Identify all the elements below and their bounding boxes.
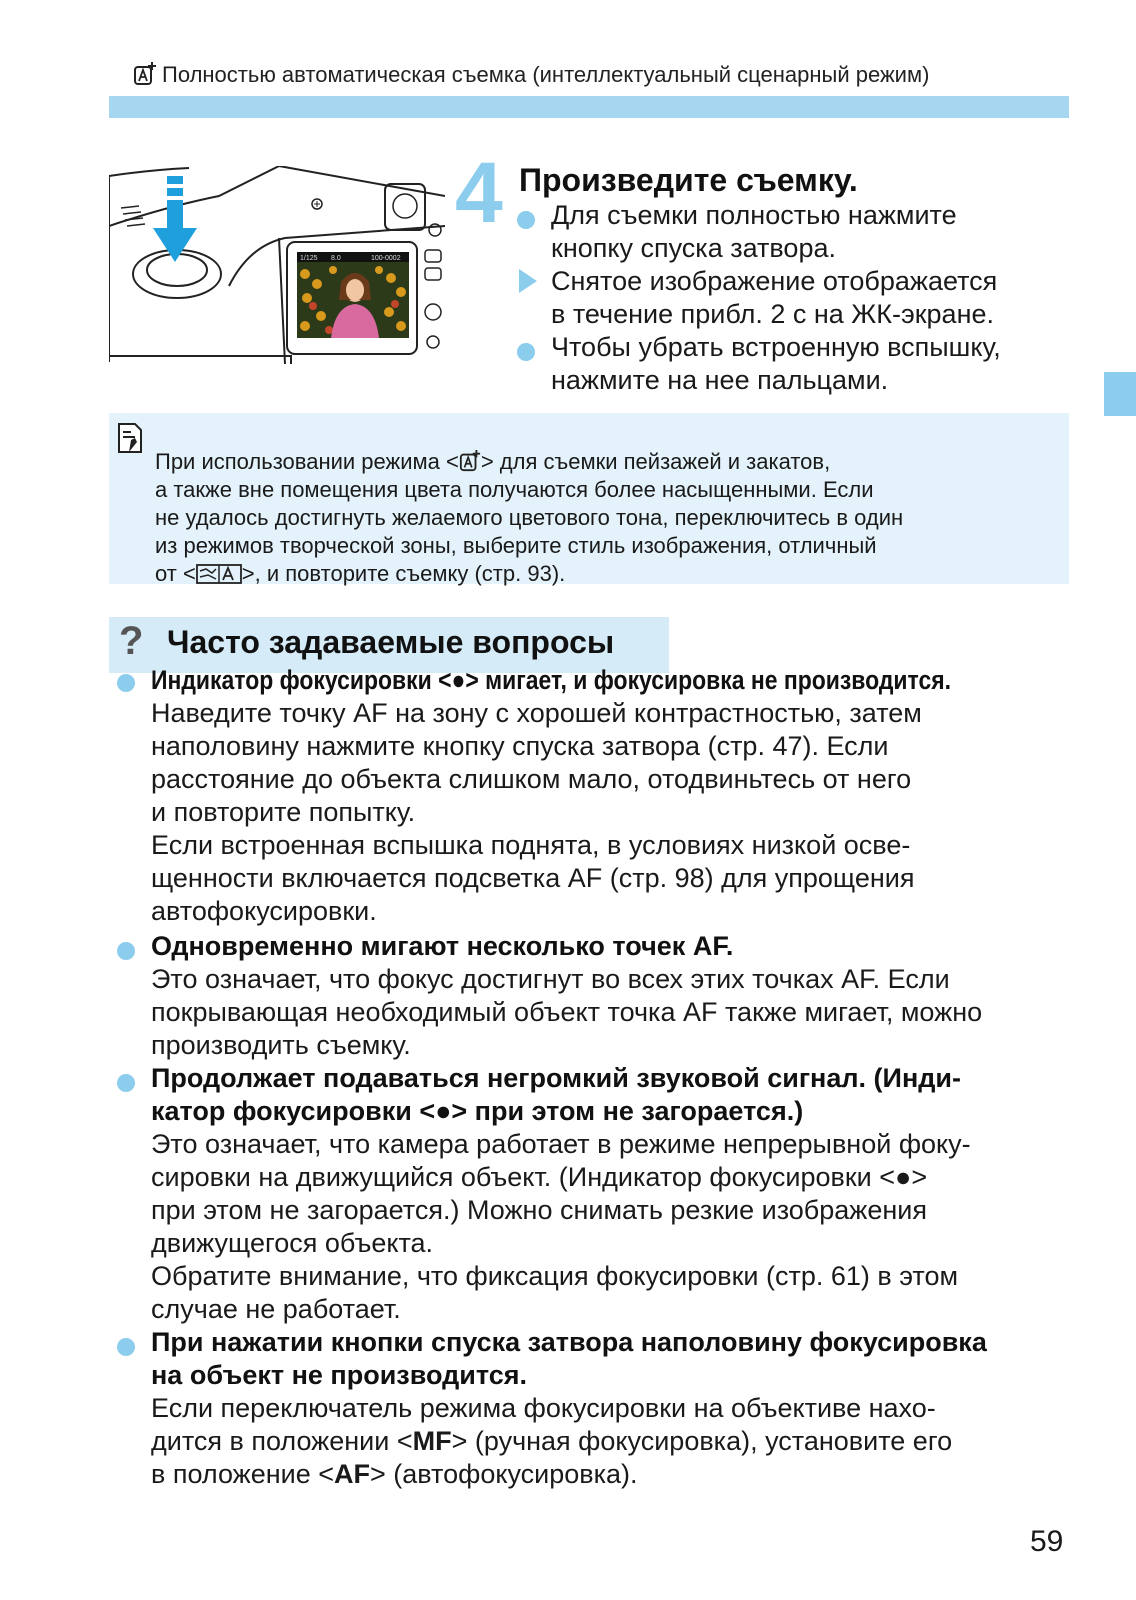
- focus-indicator-icon: ●: [435, 1096, 452, 1126]
- answer-text: сировки на движущийся объект. (Индикатор фокусировки <: [151, 1162, 896, 1192]
- faq-answer-line: расстояние до объекта слишком мало, отодвиньтесь от него: [151, 764, 912, 794]
- camera-illustration: [109, 166, 445, 364]
- note-text: > для съемки пейзажей и закатов,: [480, 449, 831, 474]
- faq-answer-line: наполовину нажмите кнопку спуска затвора (стр. 47). Если: [151, 731, 889, 761]
- answer-text: >: [911, 1162, 928, 1192]
- note-line-5: [155, 561, 565, 587]
- faq-answer-line-af: [151, 1459, 638, 1490]
- question-text: Индикатор фокусировки <: [151, 665, 452, 695]
- scene-intelligent-auto-icon: [134, 62, 156, 86]
- focus-indicator-icon: ●: [895, 1162, 912, 1192]
- answer-text: в положение <: [151, 1459, 335, 1489]
- faq-answer-line: при этом не загорается.) Можно снимать резкие изображения: [151, 1195, 927, 1225]
- step-title: Произведите съемку.: [519, 162, 858, 198]
- bullet-dot: [117, 942, 135, 960]
- result-arrow-icon: [519, 269, 537, 293]
- bullet-dot: [117, 1338, 135, 1356]
- bullet-dot: [117, 1074, 135, 1092]
- note-line-2: а также вне помещения цвета получаются более насыщенными. Если: [155, 477, 874, 502]
- faq-answer-line: Если переключатель режима фокусировки на объективе нахо-: [151, 1393, 936, 1423]
- faq-title: Часто задаваемые вопросы: [167, 624, 615, 660]
- faq-answer-line-with-icon: [151, 1162, 927, 1193]
- faq-answer-line: покрывающая необходимый объект точка AF также мигает, можно: [151, 997, 983, 1027]
- scene-intelligent-auto-icon: [459, 450, 481, 472]
- faq-answer-line-mf: [151, 1426, 952, 1457]
- header-title: Полностью автоматическая съемка (интеллектуальный сценарный режим): [162, 62, 930, 87]
- note-line-4: из режимов творческой зоны, выберите стиль изображения, отличный: [155, 533, 877, 558]
- faq-answer-line: и повторите попытку.: [151, 797, 416, 827]
- af-label: AF: [334, 1459, 371, 1489]
- answer-text: дится в положении <: [151, 1426, 413, 1456]
- faq-question-1: [151, 665, 951, 696]
- header-bar: [109, 96, 1069, 118]
- question-text: > при этом не загорается.): [451, 1096, 804, 1126]
- bullet-dot: [517, 211, 535, 229]
- step-line: кнопку спуска затвора.: [551, 233, 836, 263]
- faq-answer-line: производить съемку.: [151, 1030, 411, 1060]
- faq-answer-line: Если встроенная вспышка поднята, в условиях низкой осве-: [151, 830, 911, 860]
- faq-answer-line: щенности включается подсветка AF (стр. 98) для упрощения: [151, 863, 915, 893]
- answer-text: > (автофокусировка).: [370, 1459, 638, 1489]
- faq-question-3b: [151, 1096, 803, 1127]
- question-text: > мигает, и фокусировка не производится.: [465, 665, 951, 695]
- faq-answer-line: движущегося объекта.: [151, 1228, 434, 1258]
- note-text: от <: [155, 561, 196, 586]
- step-number: 4: [455, 145, 503, 241]
- faq-answer-line: случае не работает.: [151, 1294, 401, 1324]
- question-text: катор фокусировки <: [151, 1096, 436, 1126]
- faq-question-4a: При нажатии кнопки спуска затвора наполовину фокусировка: [151, 1327, 987, 1357]
- step-line: в течение прибл. 2 с на ЖК-экране.: [551, 299, 994, 329]
- lcd-aperture: 8.0: [331, 255, 341, 262]
- faq-question-3a: Продолжает подаваться негромкий звуковой сигнал. (Инди-: [151, 1063, 961, 1093]
- faq-answer-line: Это означает, что фокус достигнут во всех этих точках AF. Если: [151, 964, 950, 994]
- page-number: 59: [1030, 1525, 1064, 1558]
- note-line-3: не удалось достигнуть желаемого цветового тона, переключитесь в один: [155, 505, 904, 530]
- faq-answer-line: Это означает, что камера работает в режиме непрерывной фоку-: [151, 1129, 971, 1159]
- faq-answer-line: Наведите точку AF на зону с хорошей контрастностью, затем: [151, 698, 922, 728]
- focus-indicator-icon: ●: [451, 665, 466, 695]
- faq-answer-line: Обратите внимание, что фиксация фокусировки (стр. 61) в этом: [151, 1261, 959, 1291]
- bullet-dot: [117, 674, 135, 692]
- note-text: При использовании режима <: [155, 449, 459, 474]
- picture-style-auto-icon: [196, 563, 242, 585]
- lcd-shutter: 1/125: [300, 255, 318, 262]
- step-line: нажмите на нее пальцами.: [551, 365, 889, 395]
- bullet-dot: [517, 343, 535, 361]
- mf-label: MF: [412, 1426, 452, 1456]
- step-line: Снятое изображение отображается: [551, 266, 998, 296]
- faq-question-4b: на объект не производится.: [151, 1360, 527, 1390]
- step-line: Чтобы убрать встроенную вспышку,: [551, 332, 1001, 362]
- question-mark-icon: ?: [119, 619, 144, 663]
- answer-text: > (ручная фокусировка), установите его: [451, 1426, 953, 1456]
- lcd-file: 100-0002: [371, 255, 401, 262]
- note-text: >, и повторите съемку (стр. 93).: [241, 561, 566, 586]
- step-line: Для съемки полностью нажмите: [551, 200, 957, 230]
- note-line-1: [155, 449, 830, 475]
- chapter-tab: [1104, 372, 1136, 416]
- memo-icon: [117, 422, 143, 454]
- faq-answer-line: автофокусировки.: [151, 896, 377, 926]
- faq-question-2: Одновременно мигают несколько точек AF.: [151, 931, 734, 961]
